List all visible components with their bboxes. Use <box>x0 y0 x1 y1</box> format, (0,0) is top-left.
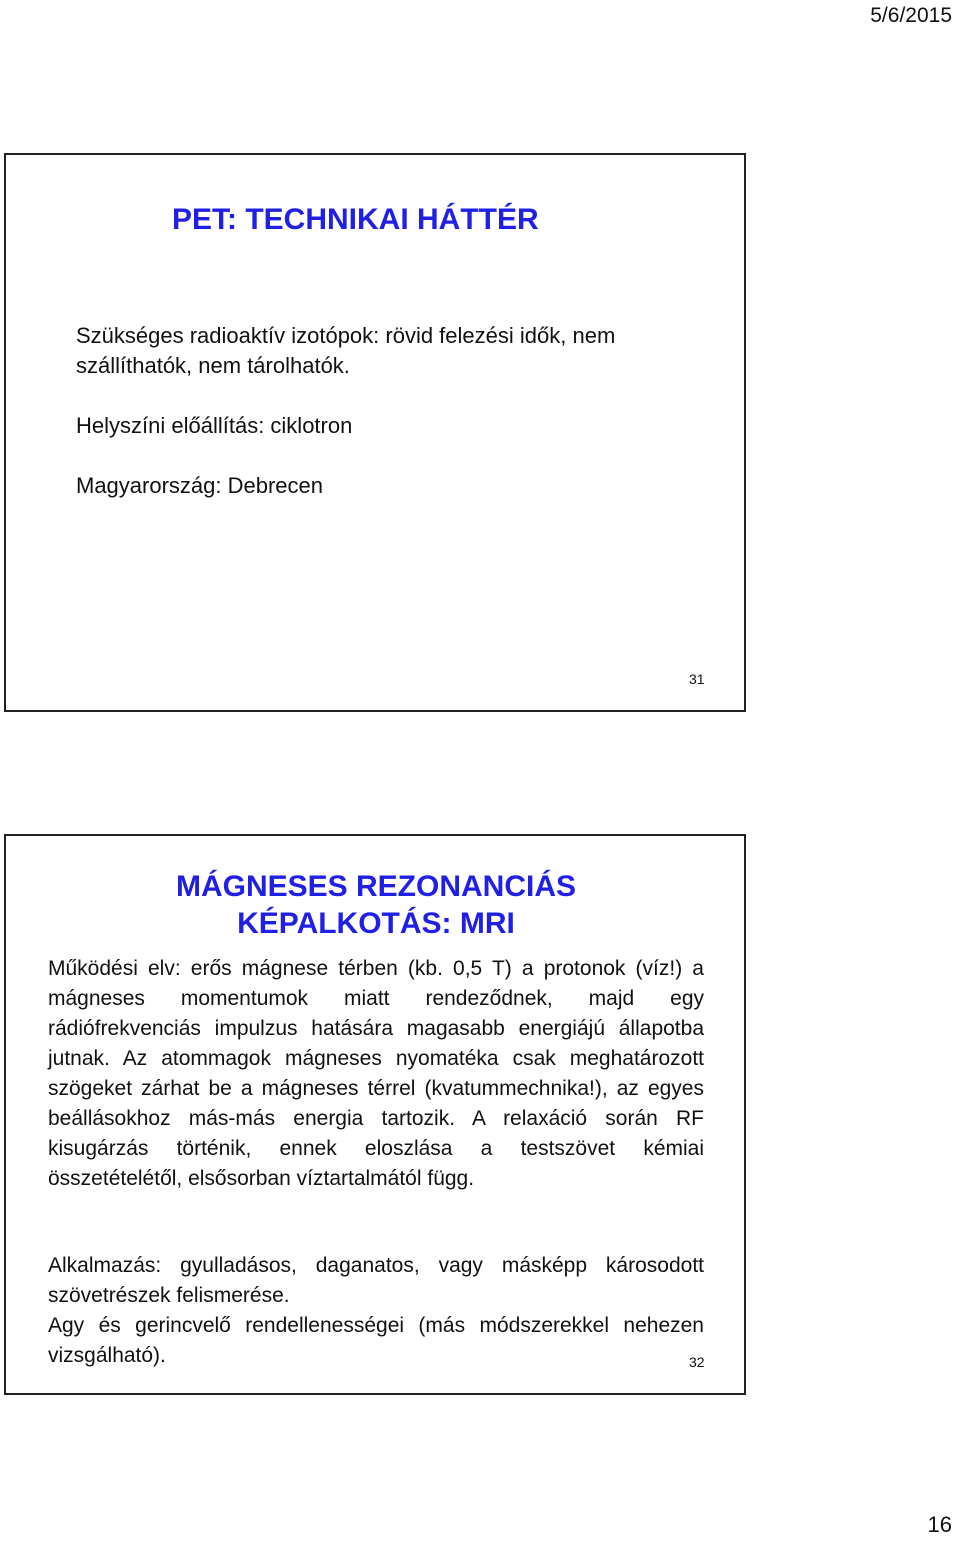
slide-paragraph: Helyszíni előállítás: ciklotron <box>76 413 353 438</box>
slide-paragraph: Agy és gerincvelő rendellenességei (más módszerekkel nehezen vizsgálható). <box>48 1314 704 1367</box>
page-date: 5/6/2015 <box>870 4 952 27</box>
slide-number: 31 <box>689 671 705 687</box>
slide-paragraph: Magyarország: Debrecen <box>76 473 324 498</box>
slide-31 <box>4 153 746 712</box>
slide-paragraph: Működési elv: erős mágnese térben (kb. 0,5 T) a protonok (víz!) a mágneses momentumok miatt rendeződnek, majd egy rádiófrekvenciás impulzus hatására magasabb energiájú állapotba jutnak. Az atommagok mágneses nyomatéka csak meghatározott szögeket zárhat be a mágneses térrel (kvatummechnika!), az egyes beállásokhoz más-más energia tartozik. A relaxáció során RF kisugárzás történik, ennek eloszlása a testszövet kémiai összetételétől, elsősorban víztartalmától függ. <box>48 957 704 1190</box>
page-number: 16 <box>927 1512 952 1537</box>
slide-title: PET: TECHNIKAI HÁTTÉR <box>172 203 539 236</box>
slide-number: 32 <box>689 1354 705 1370</box>
slide-32 <box>4 834 746 1395</box>
slide-paragraph: Szükséges radioaktív izotópok: rövid felezési idők, nem szállíthatók, nem tárolhatók. <box>76 323 616 378</box>
slide-paragraph: Alkalmazás: gyulladásos, daganatos, vagy másképp károsodott szövetrészek felismerése. <box>48 1254 704 1307</box>
slide-title-line: KÉPALKOTÁS: MRI <box>237 907 515 940</box>
slide-title <box>6 868 746 942</box>
slide-title-line: MÁGNESES REZONANCIÁS <box>175 870 577 903</box>
